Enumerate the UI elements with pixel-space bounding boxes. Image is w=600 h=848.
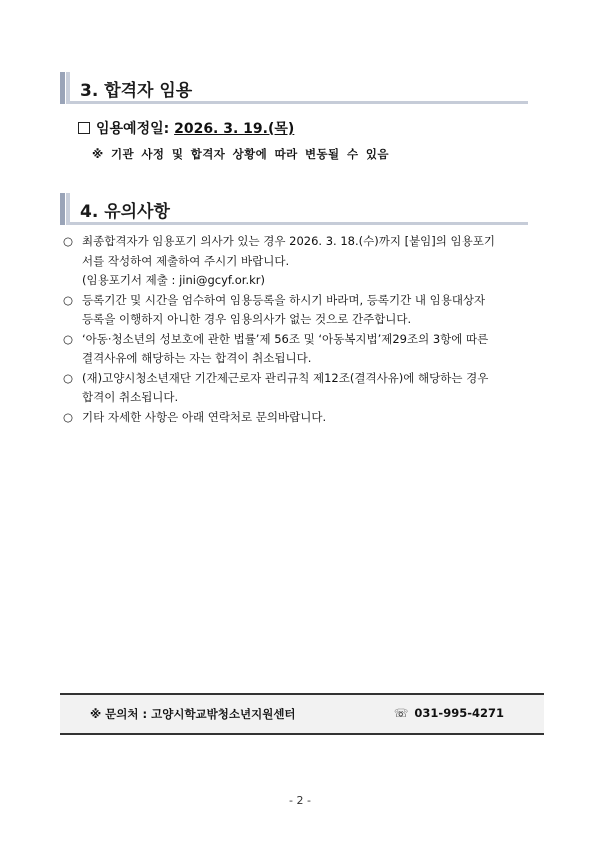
circle-bullet-icon: ○ — [63, 292, 74, 307]
note-item — [63, 330, 543, 369]
header-underline — [70, 101, 528, 104]
note-line: 합격이 취소됩니다. — [82, 390, 179, 404]
contact-phone — [394, 706, 504, 720]
schedule-label: 임용예정일: — [96, 121, 175, 137]
circle-bullet-icon: ○ — [63, 331, 74, 346]
note-line: 등록기간 및 시간을 엄수하여 임용등록을 하시기 바라며, 등록기간 내 임용대상자 — [82, 292, 486, 307]
note-line: (재)고양시청소년재단 기간제근로자 관리규칙 제12조(결격사유)에 해당하는 경우 — [82, 370, 489, 385]
note-line: (임용포기서 제출 : jini@gcyf.or.kr) — [82, 273, 265, 287]
page-number: - 2 - — [289, 794, 311, 807]
circle-bullet-icon: ○ — [63, 370, 74, 385]
note-item — [63, 369, 543, 408]
checkbox-icon — [78, 122, 90, 134]
schedule-date: 2026. 3. 19.(목) — [174, 121, 295, 137]
note-line: 기타 자세한 사항은 아래 연락처로 문의바랍니다. — [82, 409, 327, 424]
note-line: 결격사유에 해당하는 자는 합격이 취소됩니다. — [82, 351, 312, 365]
appointment-schedule — [78, 118, 294, 138]
header-accent-bar — [60, 193, 65, 225]
phone-number: 031-995-4271 — [414, 706, 504, 720]
section-3-header — [60, 72, 528, 104]
note-line: 서를 작성하여 제출하여 주시기 바랍니다. — [82, 253, 290, 268]
circle-bullet-icon: ○ — [63, 409, 74, 424]
header-underline — [70, 222, 528, 225]
circle-bullet-icon: ○ — [63, 234, 74, 248]
schedule-note: ※ 기관 사정 및 합격자 상황에 따라 변동될 수 있음 — [92, 147, 389, 161]
note-item — [63, 408, 543, 428]
notes-list — [63, 232, 543, 427]
phone-icon: ☏ — [394, 706, 409, 720]
contact-box — [60, 693, 544, 735]
section-3-title: 3. 합격자 임용 — [80, 81, 193, 101]
note-line: ‘아동·청소년의 성보호에 관한 법률’제 56조 및 ‘아동복지법’제29조의 3항에 따른 — [82, 331, 489, 346]
section-4-header — [60, 193, 528, 225]
section-4-title: 4. 유의사항 — [80, 202, 170, 222]
contact-label: ※ 문의처 : 고양시학교밖청소년지원센터 — [90, 707, 296, 721]
note-line: 등록을 이행하지 아니한 경우 임용의사가 없는 것으로 간주합니다. — [82, 312, 412, 326]
note-line: 최종합격자가 임용포기 의사가 있는 경우 2026. 3. 18.(수)까지 [붙임]의 임용포기 — [82, 234, 495, 248]
header-accent-bar-light — [66, 193, 70, 225]
note-item — [63, 291, 543, 330]
note-item — [63, 232, 543, 291]
header-accent-bar-light — [66, 72, 70, 104]
header-accent-bar — [60, 72, 65, 104]
